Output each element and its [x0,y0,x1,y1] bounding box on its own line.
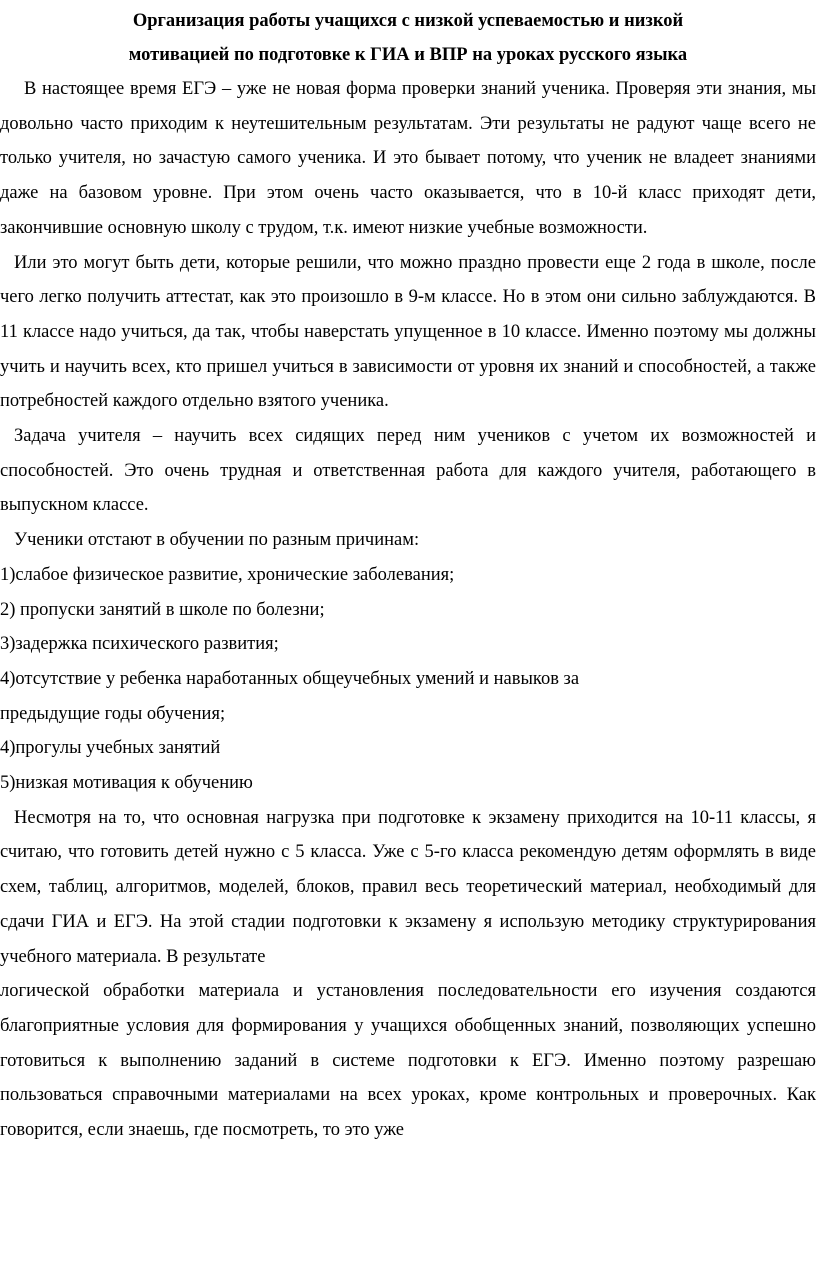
document-title [0,4,816,72]
title-line-1: Организация работы учащихся с низкой успеваемостью и низкой [132,11,684,31]
paragraph-1: В настоящее время ЕГЭ – уже не новая форма проверки знаний ученика. Проверяя эти знания, мы довольно часто приходим к неутешительным результатам. Эти результаты не радуют чаще всего не только учителя, но зачастую самого ученика. И это бывает потому, что ученик не владеет знаниями даже на базовом уровне. При этом очень часто оказывается, что в 10-й класс приходят дети, закончившие основную школу с трудом, т.к. имеют низкие учебные возможности. [0,79,816,238]
paragraph-3: Задача учителя – научить всех сидящих перед ним учеников с учетом их возможностей и способностей. Это очень трудная и ответственная работа для каждого учителя, работающего в выпускном классе. [0,426,816,516]
list-item: 1)слабое физическое развитие, хронические заболевания; [0,564,455,585]
paragraph-2: Или это могут быть дети, которые решили, что можно праздно провести еще 2 года в школе, после чего легко получить аттестат, как это произошло в 9-м классе. Но в этом они сильно заблуждаются. В 11 классе надо учиться, да так, чтобы наверстать упущенное в 10 классе. Именно поэтому мы должны учить и научить всех, кто пришел учиться в зависимости от уровня их знаний и способностей, а также потребностей каждого отдельно взятого ученика. [0,252,816,412]
list-item: предыдущие годы обучения; [0,703,226,724]
list-intro: Ученики отстают в обучении по разным причинам: [14,530,420,551]
list-item: 4)отсутствие у ребенка наработанных общеучебных умений и навыков за [0,668,580,689]
title-line-2: мотивацией по подготовке к ГИА и ВПР на уроках русского языка [128,45,688,65]
list-item: 3)задержка психического развития; [0,634,279,655]
list-item: 4)прогулы учебных занятий [0,738,221,759]
list-item: 2) пропуски занятий в школе по болезни; [0,599,325,620]
list-item: 5)низкая мотивация к обучению [0,773,253,794]
paragraph-4a: Несмотря на то, что основная нагрузка при подготовке к экзамену приходится на 10-11 классы, я считаю, что готовить детей нужно с 5 класса. Уже с 5-го класса рекомендую детям оформлять в виде схем, таблиц, алгоритмов, моделей, блоков, правил весь теоретический материал, необходимый для сдачи ГИА и ЕГЭ. На этой стадии подготовки к экзамену я использую методику структурирования учебного материала. В результате [0,807,816,967]
paragraph-4b: логической обработки материала и установления последовательности его изучения создаются благоприятные условия для формирования у учащихся обобщенных знаний, позволяющих успешно готовиться к выполнению заданий в системе подготовки к ЕГЭ. Именно поэтому разрешаю пользоваться справочными материалами на всех уроках, кроме контрольных и проверочных. Как говорится, если знаешь, где посмотреть, то это уже [0,981,816,1141]
